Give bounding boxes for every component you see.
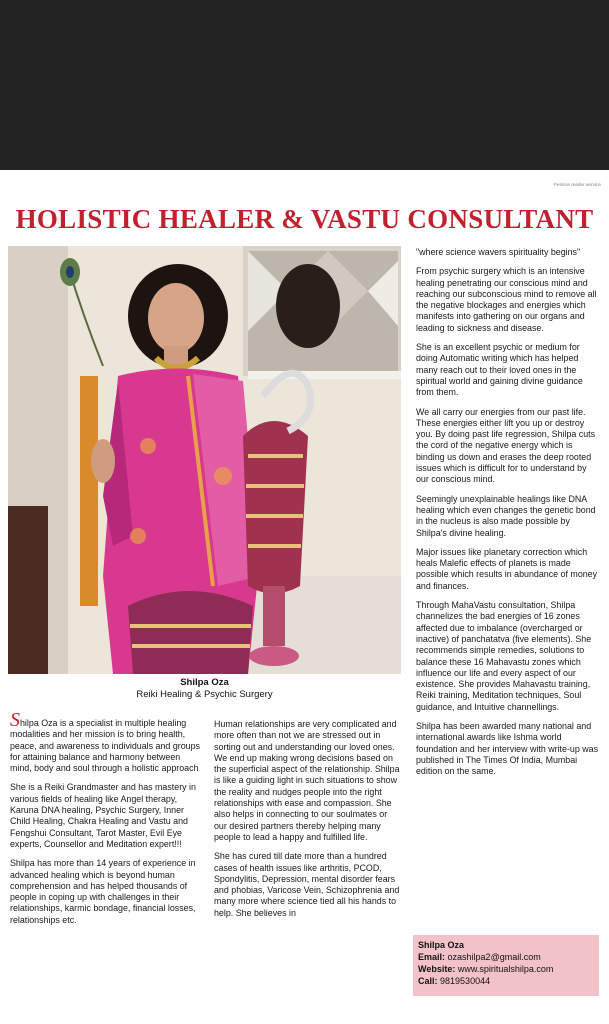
paragraph: She is a Reiki Grandmaster and has mastery in various fields of healing like Angel therapy, Karuna DNA healing, Psychic Surgery, Inner Child Healing, Chakra Healing and Vastu and Fengshui Consultant, Tarot Master, Evil Eye experts, Counsellor and Meditation expert!!! bbox=[10, 782, 196, 849]
contact-phone-line: Call: 9819530044 bbox=[418, 976, 491, 986]
paragraph: She is an excellent psychic or medium for doing Automatic writing which has helped many reach out to their loved ones in the spiritual world and gaining divine guidance from them. bbox=[416, 342, 583, 398]
caption-subtitle: Reiki Healing & Psychic Surgery bbox=[136, 689, 273, 700]
article-column-3 bbox=[416, 247, 601, 785]
contact-phone[interactable]: 9819530044 bbox=[440, 976, 491, 986]
headline: HOLISTIC HEALER & VASTU CONSULTANT bbox=[15, 204, 594, 234]
contact-box bbox=[413, 935, 599, 996]
paragraph: She has cured till date more than a hundred cases of health issues like arthritis, PCOD, Spondylitis, Depression, mental disorder fears and phobias, Varicose Vein, Schizophrenia and many more where science tied all his hands to help. She believes in bbox=[214, 851, 400, 918]
article-column-2 bbox=[214, 719, 400, 927]
contact-name: Shilpa Oza bbox=[418, 940, 465, 950]
magazine-page bbox=[0, 170, 609, 1024]
contact-website[interactable]: www.spiritualshilpa.com bbox=[457, 964, 554, 974]
contact-email-line: Email: ozashilpa2@gmail.com bbox=[418, 952, 541, 962]
paragraph: Seemingly unexplainable healings like DNA healing which even changes the genetic bond in the nucleus is also made possible by Shilpa's divine healing. bbox=[416, 493, 596, 538]
contact-email[interactable]: ozashilpa2@gmail.com bbox=[447, 952, 541, 962]
service-label: Femina reader service bbox=[554, 182, 601, 187]
paragraph: Human relationships are very complicated and more often than not we are stressed out in sorting out and understanding our loved ones. We end up making wrong decisions based on the superficial aspect of the relationship. Shilpa is like a guiding light in such situations to show the reality and nudges people into the right relationships with ease and compassion. She also helps in connecting to our soulmates or our desired partners thereby helping many people to lead a happy and fulfilled life. bbox=[214, 719, 400, 842]
paragraph: Major issues like planetary correction which heals Malefic effects of planets is made possible which results in abundance of money and finances. bbox=[416, 546, 598, 591]
portrait-illustration bbox=[8, 246, 401, 674]
portrait-photo bbox=[8, 246, 401, 674]
paragraph: Shilpa has been awarded many national and international awards like Ishma world foundation and her interview with write-up was published in The Times Of India, Mumbai edition on the same. bbox=[416, 720, 599, 777]
paragraph: From psychic surgery which is an intensive healing penetrating our conscious mind and reaching our subconscious mind to remove all the negative blockages and energies which manifests into gathering on our organs and leading to sickness and disease. bbox=[416, 266, 597, 333]
paragraph: Shilpa Oza is a specialist in multiple healing modalities and her mission is to bring health, peace, and awareness to individuals and groups for attaining balance and harmony between mind, body and soul through a holistic approach bbox=[10, 709, 200, 774]
paragraph: Through MahaVastu consultation, Shilpa channelizes the bad energies of 16 zones affected due to imbalance (overcharged or inactive) of panchatatva (five elements). She recommends simple remedies, solutions to balance these 16 Mahavastu zones which influence our life and every aspect of our existence. She provides Mahavastu training, Reiki training, Meditation techniques, Soul guidance, and Intuitive channellings. bbox=[416, 600, 592, 712]
paragraph: We all carry our energies from our past life. These energies either lift you up or destroy you. By doing past life regression, Shilpa cuts the cord of the negative energy which is binding us down and erases the deep rooted issues which is difficult for to understand by our conscious mind. bbox=[416, 406, 596, 485]
contact-website-line: Website: www.spiritualshilpa.com bbox=[418, 964, 554, 974]
article-column-1 bbox=[10, 709, 200, 934]
paragraph: "where science wavers spirituality begins" bbox=[416, 247, 581, 257]
caption-name: Shilpa Oza bbox=[180, 677, 229, 688]
photo-caption bbox=[8, 677, 401, 701]
drop-cap: S bbox=[10, 709, 20, 731]
paragraph: Shilpa has more than 14 years of experience in advanced healing which is beyond human comprehension and has helped thousands of people in coping up with challenges in their relationships, karmic bondage, financial losses, relationships etc. bbox=[10, 858, 196, 925]
